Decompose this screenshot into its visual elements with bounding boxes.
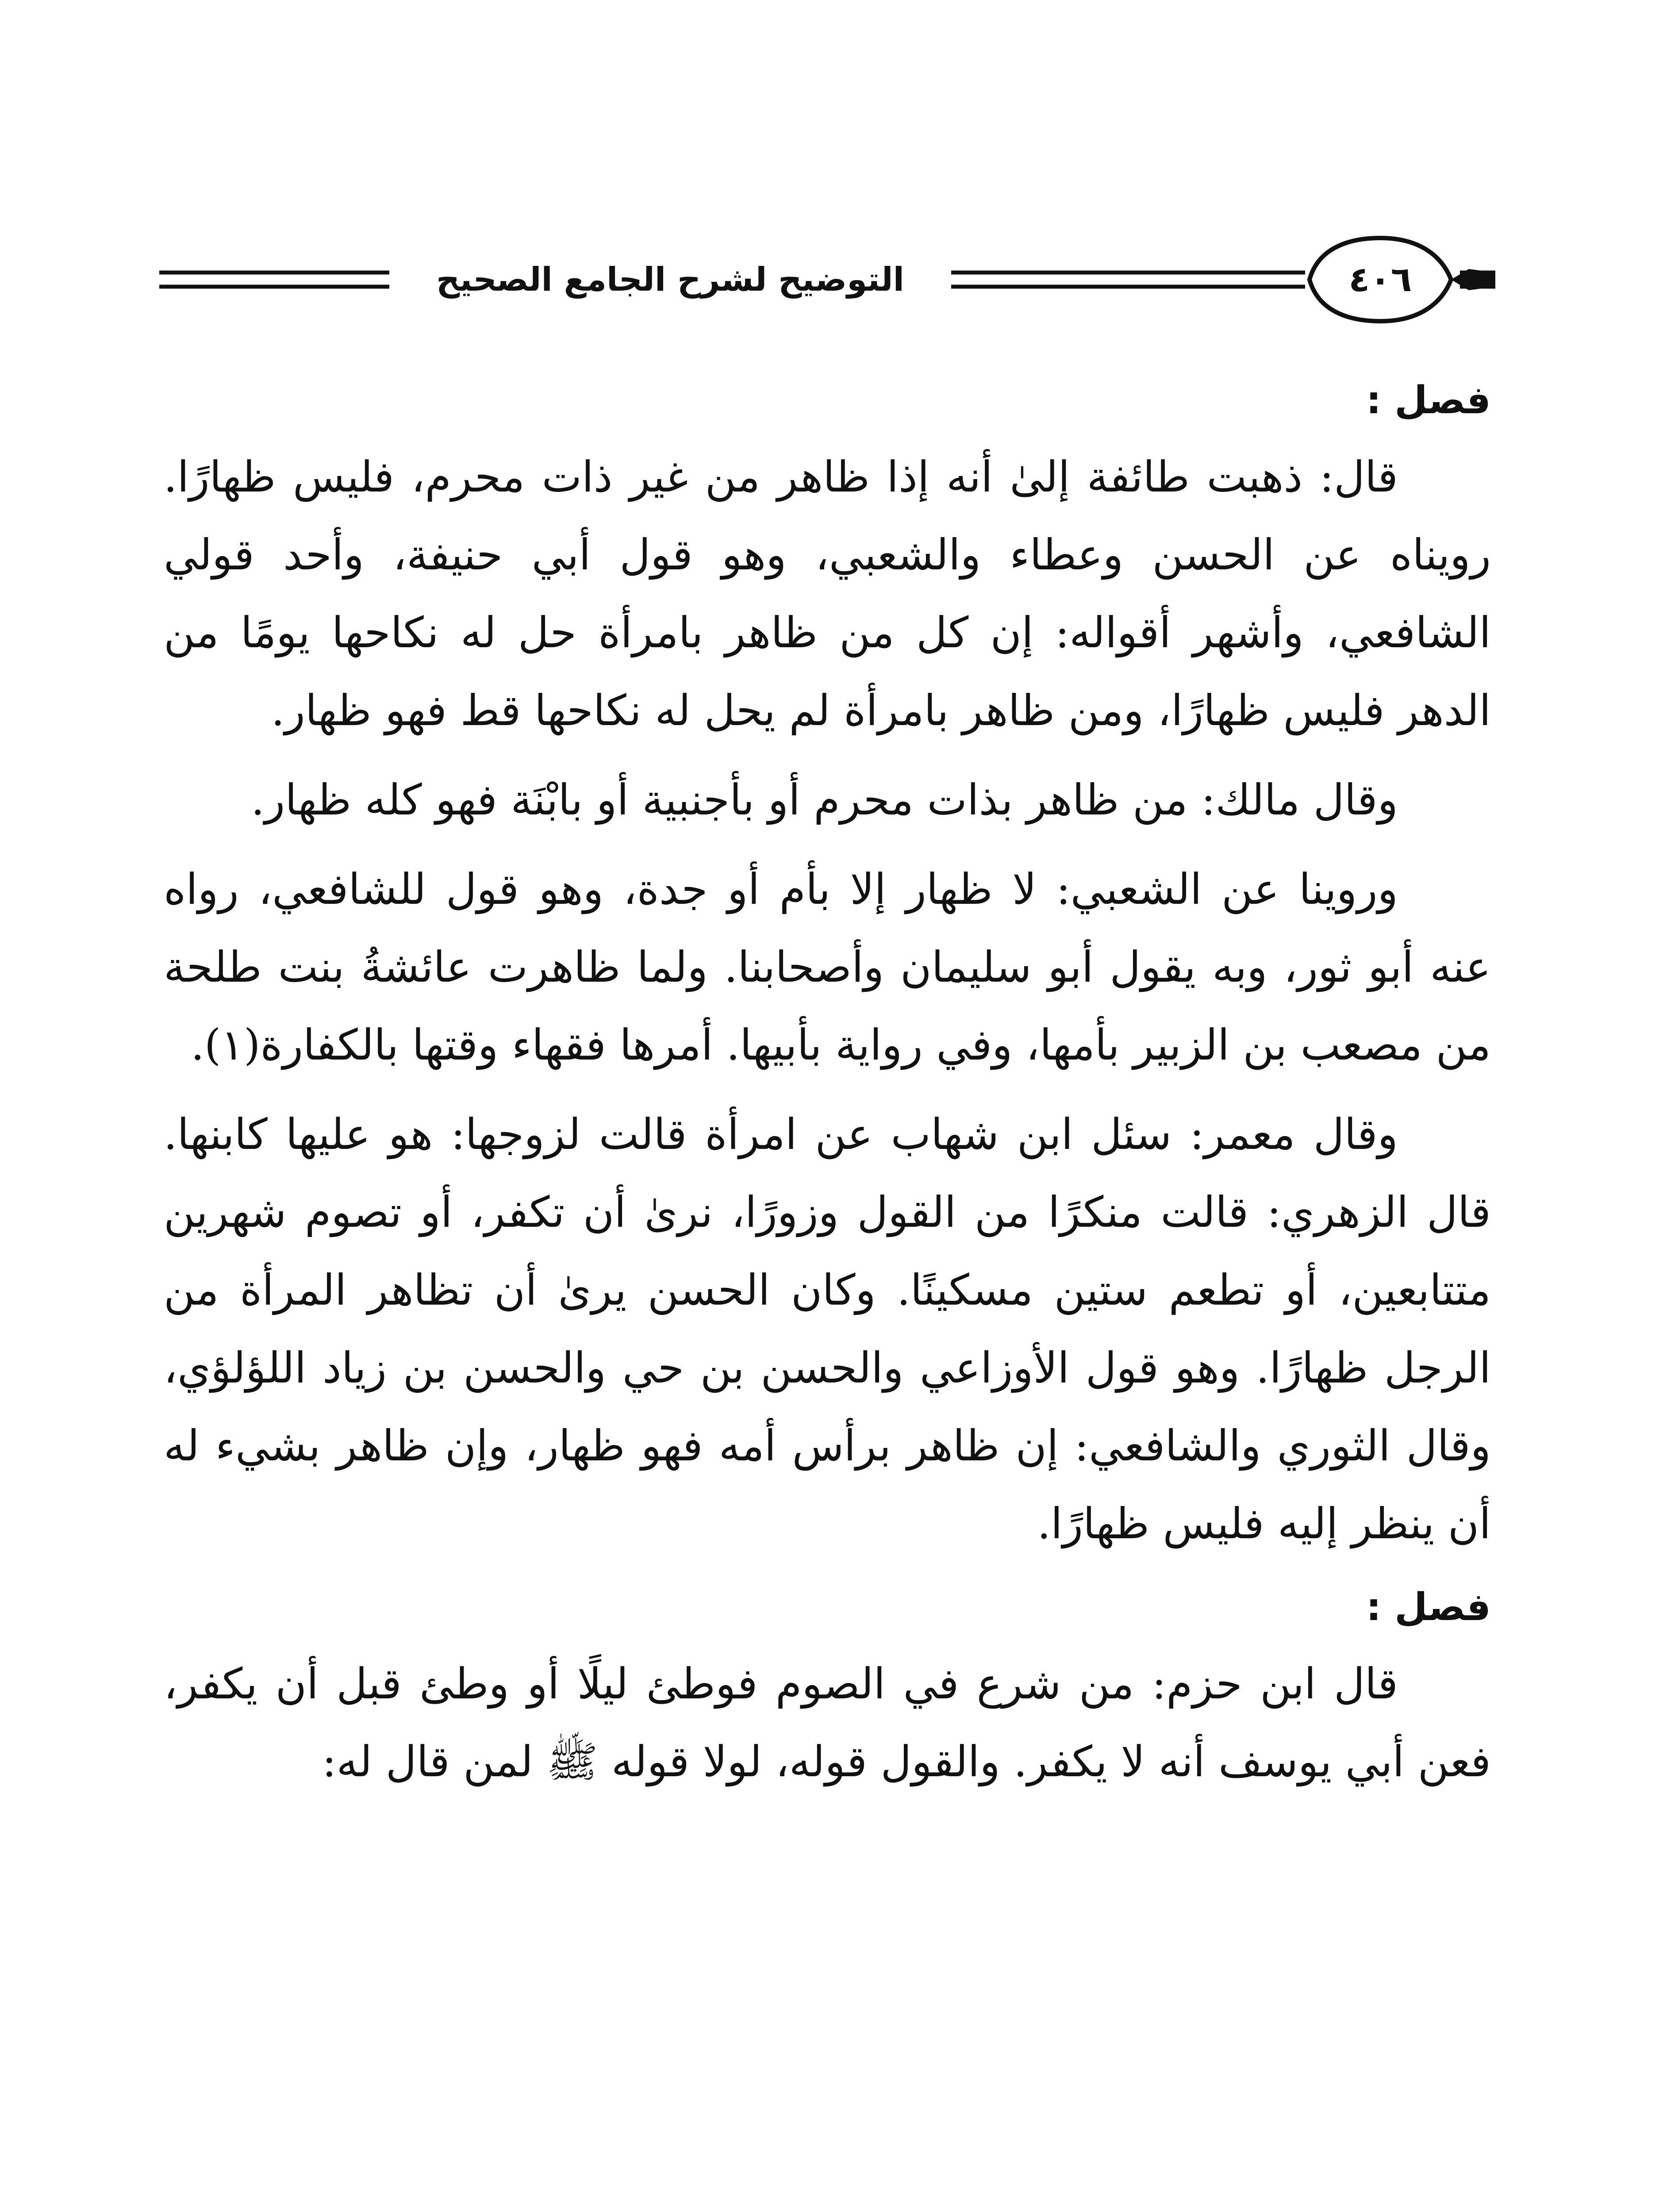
main-text bbox=[164, 367, 1491, 1812]
paragraph: قال ابن حزم: من شرع في الصوم فوطئ ليلًا أو وطئ قبل أن يكفر، فعن أبي يوسف أنه لا يكفر. والقول قوله، لولا قوله ﷺ لمن قال له: bbox=[164, 1659, 1491, 1786]
running-header bbox=[159, 230, 1495, 327]
section-heading: فصل : bbox=[1366, 1585, 1491, 1629]
paragraph: قال: ذهبت طائفة إلىٰ أنه إذا ظاهر من غير ذات محرم، فليس ظهارًا. رويناه عن الحسن وعطاء والشعبي، وهو قول أبي حنيفة، وأحد قولي الشافعي، وأشهر أقواله: إن كل من ظاهر بامرأة حل له نكاحها يومًا من الدهر فليس ظهارًا، ومن ظاهر بامرأة لم يحل له نكاحها قط فهو ظهار. bbox=[164, 452, 1491, 735]
paragraph: وقال مالك: من ظاهر بذات محرم أو بأجنبية أو بابْنَة فهو كله ظهار. bbox=[251, 775, 1398, 825]
running-title: التوضيح لشرح الجامع الصحيح bbox=[416, 257, 925, 302]
section-heading: فصل : bbox=[1366, 378, 1491, 422]
paragraph: وقال معمر: سئل ابن شهاب عن امرأة قالت لزوجها: هو عليها كابنها. قال الزهري: قالت منكرًا من القول وزورًا، نرىٰ أن تكفر، أو تصوم شهرين متتابعين، أو تطعم ستين مسكينًا. وكان الحسن يرىٰ أن تظاهر المرأة من الرجل ظهارًا. وهو قول الأوزاعي والحسن بن حي والحسن بن زياد اللؤلؤي، وقال الثوري والشافعي: إن ظاهر برأس أمه فهو ظهار، وإن ظاهر بشيء له أن ينظر إليه فليس ظهارًا. bbox=[164, 1110, 1491, 1548]
paragraph: وروينا عن الشعبي: لا ظهار إلا بأم أو جدة، وهو قول للشافعي، رواه عنه أبو ثور، وبه يقول أبو سليمان وأصحابنا. ولما ظاهرت عائشةُ بنت طلحة من مصعب بن الزبير بأمها، وفي رواية بأبيها. أمرها فقهاء وقتها بالكفارة(١). bbox=[164, 864, 1491, 1070]
page-number: ٤٠٦ bbox=[1348, 260, 1412, 300]
